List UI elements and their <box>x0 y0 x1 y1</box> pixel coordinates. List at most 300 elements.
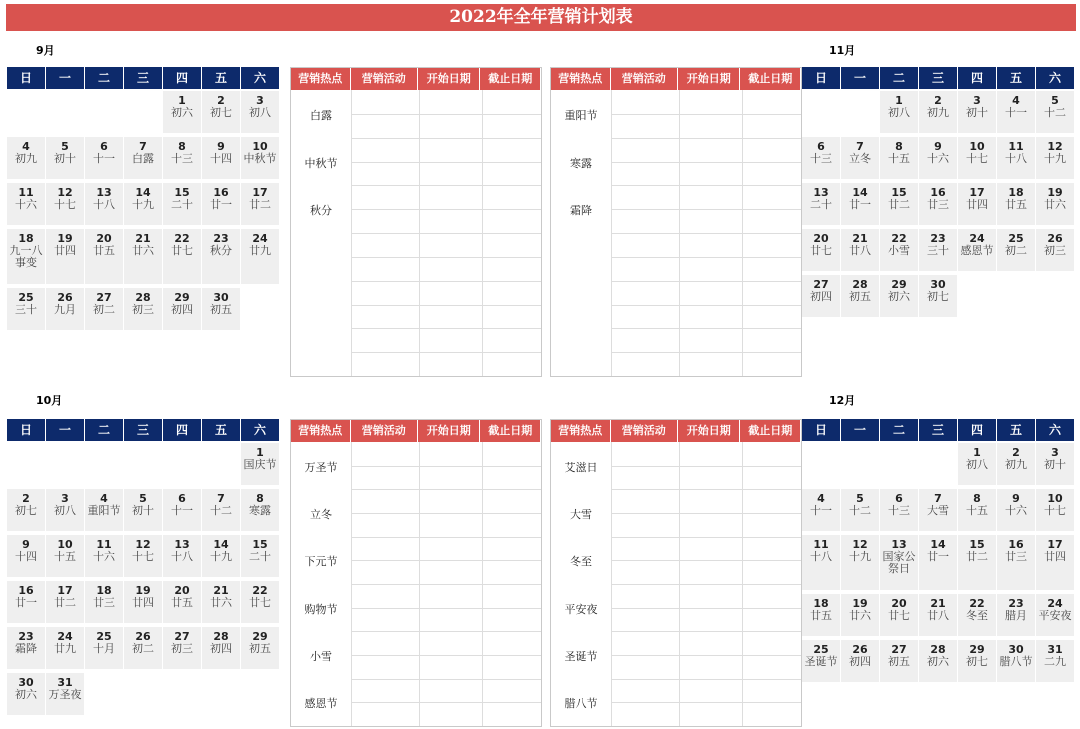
lunar-label: 三十 <box>927 244 949 257</box>
plan-row-divider <box>611 114 801 115</box>
lunar-label: 十八 <box>171 550 193 563</box>
day-number: 30 <box>213 291 229 304</box>
day-number: 25 <box>96 630 112 643</box>
calendar-day-cell[interactable] <box>202 627 240 669</box>
plan-row-divider <box>611 513 801 514</box>
calendar-day-cell[interactable] <box>841 535 879 590</box>
calendar-day-cell[interactable] <box>124 489 162 531</box>
marketing-hotspot[interactable]: 秋分 <box>310 204 332 218</box>
weekday-cell: 二 <box>880 67 918 89</box>
calendar-week-row <box>802 91 1075 133</box>
calendar-day-cell[interactable] <box>85 581 123 623</box>
calendar-day-cell[interactable] <box>919 275 957 317</box>
calendar-week-row <box>802 535 1075 590</box>
plan-row-divider <box>611 608 801 609</box>
lunar-label: 初四 <box>849 655 871 668</box>
day-number: 5 <box>1051 94 1059 107</box>
calendar-day-cell[interactable] <box>241 443 279 485</box>
calendar-day-cell[interactable] <box>241 489 279 531</box>
calendar-day-cell[interactable] <box>802 137 840 179</box>
weekday-cell: 五 <box>997 419 1035 441</box>
calendar-day-cell[interactable] <box>997 137 1035 179</box>
lunar-label: 廿三 <box>927 198 949 211</box>
calendar-day-cell[interactable] <box>124 137 162 179</box>
calendar-day-cell[interactable] <box>802 594 840 636</box>
weekday-cell: 二 <box>880 419 918 441</box>
day-number: 14 <box>930 538 946 551</box>
lunar-label: 廿一 <box>927 550 949 563</box>
calendar-empty-cell <box>85 91 123 133</box>
lunar-label: 十一 <box>810 504 832 517</box>
calendar-empty-cell <box>241 673 279 715</box>
lunar-label: 国庆节 <box>243 458 277 471</box>
calendar-day-cell[interactable] <box>46 581 84 623</box>
marketing-hotspot[interactable]: 大雪 <box>570 508 592 521</box>
lunar-label: 寒露 <box>249 504 271 517</box>
lunar-label: 十一 <box>171 504 193 517</box>
day-number: 19 <box>852 597 868 610</box>
calendar-day-cell[interactable] <box>997 594 1035 636</box>
lunar-label: 初三 <box>171 642 193 655</box>
lunar-label: 十月 <box>93 642 115 655</box>
day-number: 6 <box>100 140 108 153</box>
calendar-day-cell[interactable] <box>85 229 123 284</box>
calendar-empty-cell <box>124 443 162 485</box>
day-number: 21 <box>852 232 868 245</box>
calendar-day-cell[interactable] <box>997 640 1035 682</box>
calendar-day-cell[interactable] <box>202 288 240 330</box>
weekday-cell: 三 <box>124 419 162 441</box>
calendar-day-cell[interactable] <box>802 489 840 531</box>
day-number: 5 <box>139 492 147 505</box>
calendar-day-cell[interactable] <box>919 91 957 133</box>
calendar-day-cell[interactable] <box>85 183 123 225</box>
day-number: 12 <box>1047 140 1063 153</box>
lunar-label: 圣诞节 <box>804 655 838 668</box>
calendar-day-cell[interactable] <box>163 288 201 330</box>
plan-grid <box>551 442 801 726</box>
calendar-empty-cell <box>7 91 45 133</box>
calendar-day-cell[interactable] <box>997 91 1035 133</box>
calendar-day-cell[interactable] <box>124 535 162 577</box>
calendar-day-cell[interactable] <box>880 137 918 179</box>
calendar-day-cell[interactable] <box>7 229 45 284</box>
calendar-day-cell[interactable] <box>85 137 123 179</box>
lunar-label: 廿九 <box>249 244 271 257</box>
day-number: 4 <box>817 492 825 505</box>
marketing-hotspot[interactable]: 下元节 <box>304 555 338 569</box>
day-number: 19 <box>135 584 151 597</box>
marketing-hotspot[interactable]: 感恩节 <box>304 697 338 711</box>
day-number: 23 <box>213 232 229 245</box>
day-number: 2 <box>217 94 225 107</box>
lunar-label: 十八 <box>810 550 832 563</box>
day-number: 2 <box>22 492 30 505</box>
calendar-november <box>802 67 1075 321</box>
calendar-day-cell[interactable] <box>1036 489 1074 531</box>
calendar-day-cell[interactable] <box>997 443 1035 485</box>
day-number: 13 <box>174 538 190 551</box>
day-number: 13 <box>813 186 829 199</box>
day-number: 17 <box>252 186 268 199</box>
lunar-label: 廿四 <box>54 244 76 257</box>
calendar-day-cell[interactable] <box>958 489 996 531</box>
calendar-day-cell[interactable] <box>841 183 879 225</box>
calendar-day-cell[interactable] <box>1036 535 1074 590</box>
calendar-day-cell[interactable] <box>7 489 45 531</box>
plan-row-divider <box>351 655 541 656</box>
calendar-day-cell[interactable] <box>880 594 918 636</box>
lunar-label: 十六 <box>927 152 949 165</box>
calendar-day-cell[interactable] <box>241 581 279 623</box>
calendar-day-cell[interactable] <box>880 640 918 682</box>
calendar-day-cell[interactable] <box>1036 137 1074 179</box>
calendar-day-cell[interactable] <box>880 91 918 133</box>
calendar-day-cell[interactable] <box>919 594 957 636</box>
plan-header-cell: 营销热点 <box>551 68 611 90</box>
plan-row-divider <box>611 328 801 329</box>
marketing-hotspot[interactable]: 平安夜 <box>564 602 598 616</box>
marketing-hotspot[interactable]: 重阳节 <box>564 108 598 122</box>
calendar-day-cell[interactable] <box>958 137 996 179</box>
calendar-day-cell[interactable] <box>241 627 279 669</box>
calendar-day-cell[interactable] <box>124 581 162 623</box>
plan-row-divider <box>611 352 801 353</box>
calendar-day-cell[interactable] <box>841 489 879 531</box>
calendar-day-cell[interactable] <box>919 137 957 179</box>
lunar-label: 十九 <box>1044 152 1066 165</box>
weekday-cell: 日 <box>7 67 45 89</box>
day-number: 4 <box>1012 94 1020 107</box>
day-number: 29 <box>174 291 190 304</box>
calendar-day-cell[interactable] <box>46 288 84 330</box>
calendar-week-row <box>7 229 280 284</box>
calendar-day-cell[interactable] <box>919 535 957 590</box>
calendar-day-cell[interactable] <box>841 640 879 682</box>
calendar-day-cell[interactable] <box>202 535 240 577</box>
calendar-week-row <box>802 594 1075 636</box>
calendar-day-cell[interactable] <box>124 183 162 225</box>
calendar-day-cell[interactable] <box>997 229 1035 271</box>
calendar-empty-cell <box>1036 275 1074 317</box>
day-number: 23 <box>930 232 946 245</box>
calendar-day-cell[interactable] <box>46 137 84 179</box>
calendar-day-cell[interactable] <box>802 275 840 317</box>
lunar-label: 十一 <box>1005 106 1027 119</box>
calendar-day-cell[interactable] <box>241 137 279 179</box>
month-label-oct: 10月 <box>36 394 63 407</box>
calendar-day-cell[interactable] <box>919 229 957 271</box>
calendar-day-cell[interactable] <box>997 489 1035 531</box>
calendar-day-cell[interactable] <box>163 581 201 623</box>
calendar-day-cell[interactable] <box>46 673 84 715</box>
calendar-day-cell[interactable] <box>163 489 201 531</box>
day-number: 16 <box>930 186 946 199</box>
calendar-day-cell[interactable] <box>85 627 123 669</box>
calendar-day-cell[interactable] <box>841 229 879 271</box>
calendar-day-cell[interactable] <box>85 288 123 330</box>
lunar-label: 十七 <box>1044 504 1066 517</box>
calendar-day-cell[interactable] <box>241 183 279 225</box>
day-number: 29 <box>969 643 985 656</box>
lunar-label: 万圣夜 <box>48 688 82 701</box>
day-number: 6 <box>178 492 186 505</box>
plan-row-divider <box>351 537 541 538</box>
calendar-day-cell[interactable] <box>958 640 996 682</box>
plan-row-divider <box>611 466 801 467</box>
day-number: 8 <box>895 140 903 153</box>
calendar-day-cell[interactable] <box>163 137 201 179</box>
lunar-label: 廿六 <box>132 244 154 257</box>
calendar-day-cell[interactable] <box>958 229 996 271</box>
calendar-day-cell[interactable] <box>202 137 240 179</box>
day-number: 12 <box>852 538 868 551</box>
calendar-day-cell[interactable] <box>241 91 279 133</box>
day-number: 13 <box>891 538 907 551</box>
plan-header-cell: 营销热点 <box>551 420 611 442</box>
calendar-day-cell[interactable] <box>202 183 240 225</box>
calendar-day-cell[interactable] <box>1036 443 1074 485</box>
marketing-hotspot[interactable]: 小雪 <box>310 650 332 663</box>
calendar-day-cell[interactable] <box>7 673 45 715</box>
day-number: 7 <box>856 140 864 153</box>
calendar-day-cell[interactable] <box>124 627 162 669</box>
calendar-day-cell[interactable] <box>1036 91 1074 133</box>
lunar-label: 腊八节 <box>999 655 1033 668</box>
weekday-header <box>802 67 1075 89</box>
calendar-day-cell[interactable] <box>202 229 240 284</box>
calendar-day-cell[interactable] <box>46 627 84 669</box>
weekday-cell: 五 <box>202 419 240 441</box>
calendar-day-cell[interactable] <box>7 627 45 669</box>
calendar-day-cell[interactable] <box>46 489 84 531</box>
day-number: 23 <box>18 630 34 643</box>
day-number: 22 <box>174 232 190 245</box>
day-number: 4 <box>22 140 30 153</box>
calendar-week-row <box>7 627 280 669</box>
calendar-day-cell[interactable] <box>841 137 879 179</box>
day-number: 15 <box>174 186 190 199</box>
calendar-day-cell[interactable] <box>163 627 201 669</box>
lunar-label: 廿五 <box>93 244 115 257</box>
calendar-day-cell[interactable] <box>202 91 240 133</box>
calendar-day-cell[interactable] <box>841 594 879 636</box>
calendar-week-row <box>802 275 1075 317</box>
calendar-day-cell[interactable] <box>880 489 918 531</box>
calendar-day-cell[interactable] <box>46 183 84 225</box>
calendar-empty-cell <box>124 673 162 715</box>
calendar-day-cell[interactable] <box>7 137 45 179</box>
day-number: 7 <box>139 140 147 153</box>
calendar-day-cell[interactable] <box>7 581 45 623</box>
calendar-day-cell[interactable] <box>997 183 1035 225</box>
lunar-label: 二十 <box>810 198 832 211</box>
calendar-day-cell[interactable] <box>202 581 240 623</box>
plan-header-cell: 营销活动 <box>351 68 418 90</box>
plan-row-divider <box>351 305 541 306</box>
calendar-day-cell[interactable] <box>7 535 45 577</box>
calendar-day-cell[interactable] <box>802 183 840 225</box>
lunar-label: 十三 <box>810 152 832 165</box>
calendar-day-cell[interactable] <box>1036 183 1074 225</box>
calendar-day-cell[interactable] <box>880 535 918 590</box>
calendar-day-cell[interactable] <box>841 275 879 317</box>
weekday-cell: 五 <box>202 67 240 89</box>
calendar-day-cell[interactable] <box>1036 640 1074 682</box>
plan-row-divider <box>351 209 541 210</box>
plan-table-december <box>550 419 802 727</box>
calendar-day-cell[interactable] <box>880 229 918 271</box>
calendar-day-cell[interactable] <box>85 489 123 531</box>
plan-row-divider <box>351 257 541 258</box>
weekday-cell: 四 <box>163 419 201 441</box>
calendar-day-cell[interactable] <box>85 535 123 577</box>
calendar-empty-cell <box>202 673 240 715</box>
calendar-day-cell[interactable] <box>202 489 240 531</box>
day-number: 11 <box>813 538 829 551</box>
lunar-label: 初八 <box>888 106 910 119</box>
marketing-hotspot[interactable]: 霜降 <box>570 204 592 218</box>
weekday-cell: 四 <box>958 67 996 89</box>
weekday-cell: 三 <box>124 67 162 89</box>
lunar-label: 霜降 <box>15 642 37 655</box>
lunar-label: 廿四 <box>132 596 154 609</box>
plan-row-divider <box>351 608 541 609</box>
plan-header-cell: 开始日期 <box>678 68 741 90</box>
plan-header-row <box>551 420 801 442</box>
lunar-label: 廿七 <box>171 244 193 257</box>
calendar-day-cell[interactable] <box>958 594 996 636</box>
calendar-empty-cell <box>85 443 123 485</box>
day-number: 2 <box>934 94 942 107</box>
marketing-hotspot[interactable]: 白露 <box>310 108 332 122</box>
day-number: 17 <box>1047 538 1063 551</box>
month-label-dec: 12月 <box>829 394 856 407</box>
day-number: 14 <box>852 186 868 199</box>
calendar-week-row <box>802 640 1075 682</box>
plan-row-divider <box>611 560 801 561</box>
calendar-day-cell[interactable] <box>919 489 957 531</box>
marketing-hotspot[interactable]: 万圣节 <box>304 460 338 474</box>
calendar-week-row <box>7 288 280 330</box>
calendar-day-cell[interactable] <box>124 229 162 284</box>
lunar-label: 初四 <box>810 290 832 303</box>
lunar-label: 十二 <box>1044 106 1066 119</box>
weekday-cell: 一 <box>46 419 84 441</box>
lunar-label: 初六 <box>15 688 37 701</box>
day-number: 27 <box>813 278 829 291</box>
day-number: 5 <box>61 140 69 153</box>
lunar-label: 廿一 <box>15 596 37 609</box>
plan-header-cell: 营销热点 <box>291 420 351 442</box>
weekday-cell: 四 <box>163 67 201 89</box>
calendar-day-cell[interactable] <box>7 183 45 225</box>
calendar-day-cell[interactable] <box>958 535 996 590</box>
calendar-day-cell[interactable] <box>958 91 996 133</box>
calendar-day-cell[interactable] <box>880 275 918 317</box>
lunar-label: 廿九 <box>54 642 76 655</box>
lunar-label: 廿六 <box>210 596 232 609</box>
lunar-label: 廿二 <box>888 198 910 211</box>
calendar-day-cell[interactable] <box>7 288 45 330</box>
day-number: 8 <box>178 140 186 153</box>
calendar-empty-cell <box>85 673 123 715</box>
lunar-label: 廿八 <box>849 244 871 257</box>
calendar-day-cell[interactable] <box>919 640 957 682</box>
lunar-label: 廿七 <box>249 596 271 609</box>
plan-row-divider <box>351 328 541 329</box>
calendar-day-cell[interactable] <box>163 535 201 577</box>
calendar-day-cell[interactable] <box>919 183 957 225</box>
calendar-day-cell[interactable] <box>880 183 918 225</box>
lunar-label: 感恩节 <box>960 244 994 257</box>
day-number: 30 <box>18 676 34 689</box>
calendar-day-cell[interactable] <box>241 535 279 577</box>
calendar-day-cell[interactable] <box>163 91 201 133</box>
marketing-hotspot[interactable]: 购物节 <box>304 602 338 616</box>
lunar-label: 廿五 <box>810 609 832 622</box>
calendar-day-cell[interactable] <box>802 229 840 271</box>
plan-header-cell: 营销热点 <box>291 68 351 90</box>
marketing-hotspot[interactable]: 立冬 <box>310 508 332 521</box>
calendar-day-cell[interactable] <box>997 535 1035 590</box>
calendar-day-cell[interactable] <box>46 229 84 284</box>
plan-row-divider <box>351 233 541 234</box>
calendar-week-row <box>802 137 1075 179</box>
calendar-week-row <box>7 581 280 623</box>
marketing-hotspot[interactable]: 寒露 <box>570 156 592 170</box>
calendar-day-cell[interactable] <box>1036 594 1074 636</box>
day-number: 30 <box>1008 643 1024 656</box>
calendar-day-cell[interactable] <box>163 229 201 284</box>
plan-row-divider <box>611 138 801 139</box>
marketing-hotspot[interactable]: 腊八节 <box>564 697 598 711</box>
calendar-day-cell[interactable] <box>802 535 840 590</box>
marketing-hotspot[interactable]: 艾滋日 <box>564 460 598 474</box>
day-number: 1 <box>178 94 186 107</box>
calendar-empty-cell <box>958 275 996 317</box>
day-number: 31 <box>1047 643 1063 656</box>
day-number: 25 <box>813 643 829 656</box>
day-number: 9 <box>1012 492 1020 505</box>
lunar-label: 十六 <box>93 550 115 563</box>
marketing-hotspot[interactable]: 中秋节 <box>304 156 338 170</box>
lunar-label: 二十 <box>249 550 271 563</box>
marketing-hotspot[interactable]: 冬至 <box>570 555 592 569</box>
marketing-hotspot[interactable]: 圣诞节 <box>564 650 598 663</box>
lunar-label: 十二 <box>210 504 232 517</box>
calendar-day-cell[interactable] <box>1036 229 1074 271</box>
weekday-cell: 三 <box>919 67 957 89</box>
calendar-day-cell[interactable] <box>958 183 996 225</box>
day-number: 18 <box>1008 186 1024 199</box>
lunar-label: 十七 <box>54 198 76 211</box>
calendar-day-cell[interactable] <box>46 535 84 577</box>
day-number: 12 <box>57 186 73 199</box>
month-label-nov: 11月 <box>829 44 856 57</box>
calendar-day-cell[interactable] <box>802 640 840 682</box>
calendar-empty-cell <box>163 443 201 485</box>
lunar-label: 九一八事变 <box>9 244 43 269</box>
day-number: 20 <box>813 232 829 245</box>
calendar-day-cell[interactable] <box>241 229 279 284</box>
calendar-day-cell[interactable] <box>163 183 201 225</box>
calendar-day-cell[interactable] <box>124 288 162 330</box>
calendar-empty-cell <box>880 443 918 485</box>
day-number: 26 <box>852 643 868 656</box>
calendar-day-cell[interactable] <box>958 443 996 485</box>
plan-header-cell: 截止日期 <box>480 420 541 442</box>
